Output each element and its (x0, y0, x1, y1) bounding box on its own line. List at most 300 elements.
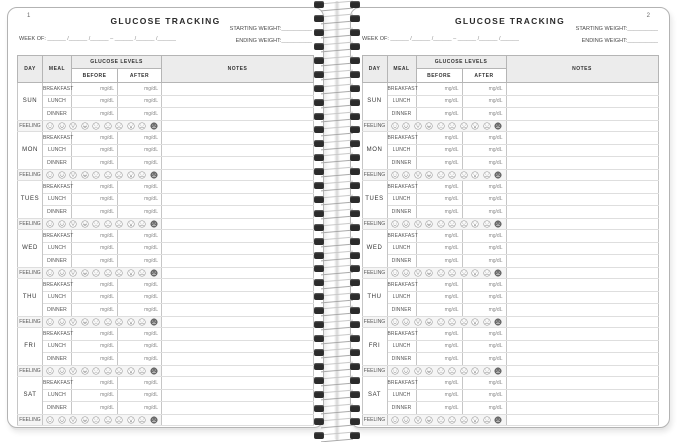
punch-hole-icon (314, 405, 324, 412)
spiral-wire-icon (321, 362, 353, 372)
day-block (18, 328, 314, 377)
feeling-row (362, 120, 658, 132)
spiral-ring (314, 432, 360, 440)
confounded-face-icon (483, 269, 491, 277)
day-block (18, 132, 314, 181)
open-mouth-frown-face-icon (127, 318, 135, 326)
after-column-header: AFTER (462, 69, 506, 83)
meal-row (362, 353, 658, 366)
slightly-smiling-face-icon (391, 122, 399, 130)
spiral-ring (314, 293, 360, 301)
punch-hole-icon (314, 321, 324, 328)
grinning-face-icon (402, 318, 410, 326)
feeling-row (362, 365, 658, 377)
glucose-before-field: mg/dL (72, 353, 118, 366)
feeling-row (18, 218, 314, 230)
glucose-before-field: mg/dL (72, 255, 118, 268)
neutral-face-icon (92, 122, 100, 130)
notes-field (162, 316, 314, 328)
drained-face-filled-icon (150, 318, 158, 326)
notes-field (506, 108, 658, 121)
laughing-face-icon (414, 220, 422, 228)
slightly-smiling-face-icon (391, 318, 399, 326)
meal-label: BREAKFAST (387, 377, 416, 390)
meal-row (18, 206, 314, 219)
meal-row (362, 83, 658, 96)
drained-face-filled-icon (494, 269, 502, 277)
notes-field (162, 377, 314, 390)
spiral-wire-icon (321, 70, 353, 80)
neutral-face-icon (92, 367, 100, 375)
feeling-scale (43, 316, 162, 328)
meal-column-header: MEAL (387, 56, 416, 83)
feeling-row (362, 414, 658, 426)
punch-hole-icon (314, 349, 324, 356)
notes-field (506, 414, 658, 426)
meal-label: LUNCH (43, 340, 72, 353)
meal-row (18, 132, 314, 145)
open-mouth-frown-face-icon (471, 122, 479, 130)
before-column-header: BEFORE (72, 69, 118, 83)
notes-field (162, 120, 314, 132)
punch-hole-icon (350, 377, 360, 384)
grinning-face-icon (402, 122, 410, 130)
table-header (18, 56, 314, 83)
meal-row (18, 108, 314, 121)
feeling-label: FEELING (18, 365, 43, 377)
notes-field (506, 279, 658, 292)
notes-field (162, 255, 314, 268)
beaming-face-icon (425, 367, 433, 375)
glucose-after-field: mg/dL (462, 83, 506, 96)
spiral-ring (314, 251, 360, 259)
feeling-scale (43, 267, 162, 279)
feeling-row (362, 218, 658, 230)
glucose-after-field: mg/dL (462, 242, 506, 255)
drained-face-filled-icon (494, 171, 502, 179)
punch-hole-icon (350, 43, 360, 50)
page-title: GLUCOSE TRACKING (454, 16, 566, 26)
spine-shadow (334, 1, 340, 440)
punch-hole-icon (350, 85, 360, 92)
confounded-face-icon (138, 269, 146, 277)
glucose-before-field: mg/dL (72, 157, 118, 170)
day-name: THU (362, 279, 387, 317)
meal-row (362, 193, 658, 206)
notes-field (506, 157, 658, 170)
punch-hole-icon (314, 252, 324, 259)
spiral-ring (314, 98, 360, 106)
slightly-frowning-face-icon (104, 318, 112, 326)
glucose-after-field: mg/dL (118, 353, 162, 366)
feeling-scale (387, 267, 506, 279)
meal-row (18, 181, 314, 194)
glucose-before-field: mg/dL (416, 193, 462, 206)
drained-face-filled-icon (150, 220, 158, 228)
drained-face-filled-icon (494, 220, 502, 228)
notes-field (506, 353, 658, 366)
frowning-face-icon (115, 269, 123, 277)
meal-label: BREAKFAST (43, 377, 72, 390)
open-mouth-frown-face-icon (127, 416, 135, 424)
starting-weight-field (576, 27, 658, 33)
day-name: FRI (18, 328, 43, 366)
neutral-face-icon (437, 122, 445, 130)
glucose-after-field: mg/dL (118, 132, 162, 145)
meal-row (362, 108, 658, 121)
glucose-before-field: mg/dL (72, 377, 118, 390)
meal-row (362, 402, 658, 415)
drained-face-filled-icon (494, 122, 502, 130)
confounded-face-icon (483, 171, 491, 179)
meal-row (18, 304, 314, 317)
starting-weight-blank-line: __________ (281, 26, 312, 32)
glucose-after-field: mg/dL (118, 377, 162, 390)
punch-hole-icon (350, 154, 360, 161)
feeling-row (362, 169, 658, 181)
glucose-before-field: mg/dL (72, 304, 118, 317)
day-block (362, 230, 658, 279)
spiral-wire-icon (321, 111, 353, 121)
meal-row (362, 242, 658, 255)
notes-field (506, 242, 658, 255)
glucose-before-field: mg/dL (416, 255, 462, 268)
before-column-header: BEFORE (416, 69, 462, 83)
feeling-scale (43, 120, 162, 132)
confounded-face-icon (483, 318, 491, 326)
meal-row (362, 132, 658, 145)
glucose-before-field: mg/dL (416, 230, 462, 243)
meal-row (18, 279, 314, 292)
neutral-face-icon (437, 269, 445, 277)
spiral-ring (314, 363, 360, 371)
frowning-face-icon (460, 171, 468, 179)
glucose-after-field: mg/dL (118, 402, 162, 415)
meal-row (18, 157, 314, 170)
confounded-face-icon (138, 122, 146, 130)
beaming-face-icon (81, 269, 89, 277)
spiral-wire-icon (321, 209, 353, 219)
punch-hole-icon (350, 15, 360, 22)
feeling-label: FEELING (18, 267, 43, 279)
glucose-after-field: mg/dL (462, 95, 506, 108)
punch-hole-icon (350, 293, 360, 300)
punch-hole-icon (314, 265, 324, 272)
punch-hole-icon (314, 15, 324, 22)
confounded-face-icon (483, 122, 491, 130)
notes-field (162, 353, 314, 366)
beaming-face-icon (425, 416, 433, 424)
notes-field (162, 95, 314, 108)
starting-weight-field (230, 27, 312, 33)
notes-field (162, 389, 314, 402)
meal-label: DINNER (387, 402, 416, 415)
glucose-after-field: mg/dL (118, 242, 162, 255)
beaming-face-icon (81, 318, 89, 326)
day-block (362, 377, 658, 426)
notes-field (162, 230, 314, 243)
slightly-frowning-face-icon (104, 269, 112, 277)
meal-row (362, 291, 658, 304)
meal-label: LUNCH (43, 389, 72, 402)
glucose-before-field: mg/dL (416, 242, 462, 255)
ending-weight-field (230, 39, 312, 45)
day-block (362, 328, 658, 377)
spiral-ring (314, 321, 360, 329)
laughing-face-icon (69, 220, 77, 228)
glucose-before-field: mg/dL (416, 291, 462, 304)
glucose-before-field: mg/dL (72, 108, 118, 121)
glucose-after-field: mg/dL (118, 255, 162, 268)
slightly-smiling-face-icon (46, 220, 54, 228)
notes-field (162, 279, 314, 292)
punch-hole-icon (350, 307, 360, 314)
spiral-wire-icon (321, 278, 353, 288)
grinning-face-icon (58, 220, 66, 228)
tracking-table (362, 55, 659, 426)
slightly-smiling-face-icon (46, 269, 54, 277)
spiral-wire-icon (321, 389, 353, 399)
slightly-frowning-face-icon (448, 318, 456, 326)
meal-row (18, 83, 314, 96)
grinning-face-icon (402, 269, 410, 277)
feeling-scale (43, 365, 162, 377)
spiral-wire-icon (321, 97, 353, 107)
glucose-after-field: mg/dL (462, 389, 506, 402)
glucose-before-field: mg/dL (72, 230, 118, 243)
meal-row (18, 242, 314, 255)
laughing-face-icon (414, 367, 422, 375)
week-of-blank-line: ______ /______ /______ – ______ /______ /______ (47, 36, 176, 42)
meal-label: LUNCH (387, 144, 416, 157)
drained-face-filled-icon (150, 367, 158, 375)
glucose-before-field: mg/dL (72, 402, 118, 415)
slightly-frowning-face-icon (448, 367, 456, 375)
meal-row (362, 206, 658, 219)
glucose-after-field: mg/dL (462, 340, 506, 353)
glucose-levels-header: GLUCOSE LEVELS (72, 56, 162, 69)
laughing-face-icon (69, 122, 77, 130)
notes-field (162, 365, 314, 377)
laughing-face-icon (414, 171, 422, 179)
meal-label: LUNCH (43, 291, 72, 304)
spiral-ring (314, 349, 360, 357)
meal-label: LUNCH (387, 389, 416, 402)
meal-label: BREAKFAST (387, 181, 416, 194)
punch-hole-icon (350, 418, 360, 425)
day-name: WED (362, 230, 387, 268)
laughing-face-icon (414, 269, 422, 277)
slightly-frowning-face-icon (104, 220, 112, 228)
punch-hole-icon (314, 154, 324, 161)
meal-label: DINNER (43, 206, 72, 219)
day-name: FRI (362, 328, 387, 366)
spiral-ring (314, 376, 360, 384)
punch-hole-icon (314, 99, 324, 106)
slightly-smiling-face-icon (46, 416, 54, 424)
punch-hole-icon (350, 57, 360, 64)
glucose-before-field: mg/dL (416, 132, 462, 145)
notes-column-header: NOTES (506, 56, 658, 83)
meal-label: LUNCH (387, 291, 416, 304)
punch-hole-icon (350, 168, 360, 175)
spiral-wire-icon (321, 417, 353, 427)
day-block (362, 132, 658, 181)
glucose-after-field: mg/dL (118, 291, 162, 304)
slightly-smiling-face-icon (46, 171, 54, 179)
slightly-smiling-face-icon (46, 367, 54, 375)
neutral-face-icon (92, 171, 100, 179)
punch-hole-icon (314, 307, 324, 314)
feeling-label: FEELING (362, 414, 387, 426)
meal-label: BREAKFAST (43, 181, 72, 194)
punch-hole-icon (350, 140, 360, 147)
ending-weight-blank-line: __________ (627, 37, 658, 44)
feeling-row (362, 316, 658, 328)
glucose-before-field: mg/dL (416, 108, 462, 121)
glucose-before-field: mg/dL (72, 95, 118, 108)
notes-field (506, 120, 658, 132)
notes-field (506, 304, 658, 317)
feeling-row (18, 169, 314, 181)
notes-field (506, 255, 658, 268)
glucose-before-field: mg/dL (416, 402, 462, 415)
weight-fields (230, 27, 312, 50)
notes-field (162, 132, 314, 145)
spiral-ring (314, 84, 360, 92)
starting-weight-label: STARTING WEIGHT: (229, 26, 282, 32)
spiral-binding (314, 1, 360, 440)
slightly-frowning-face-icon (448, 171, 456, 179)
meal-row (18, 193, 314, 206)
glucose-after-field: mg/dL (118, 328, 162, 341)
feeling-label: FEELING (362, 316, 387, 328)
glucose-before-field: mg/dL (416, 157, 462, 170)
notes-field (506, 230, 658, 243)
notes-field (506, 316, 658, 328)
notes-field (506, 144, 658, 157)
table-header (362, 56, 658, 83)
punch-hole-icon (314, 391, 324, 398)
beaming-face-icon (425, 269, 433, 277)
frowning-face-icon (115, 220, 123, 228)
spiral-ring (314, 335, 360, 343)
notes-field (162, 414, 314, 426)
meal-label: LUNCH (387, 193, 416, 206)
meal-label: DINNER (387, 304, 416, 317)
slightly-frowning-face-icon (448, 122, 456, 130)
grinning-face-icon (402, 171, 410, 179)
spiral-ring (314, 43, 360, 51)
meal-label: BREAKFAST (43, 279, 72, 292)
glucose-after-field: mg/dL (462, 144, 506, 157)
feeling-label: FEELING (362, 169, 387, 181)
notes-field (162, 108, 314, 121)
punch-hole-icon (314, 224, 324, 231)
day-block (362, 181, 658, 230)
feeling-scale (43, 414, 162, 426)
glucose-after-field: mg/dL (462, 291, 506, 304)
meal-label: DINNER (43, 255, 72, 268)
neutral-face-icon (437, 318, 445, 326)
meal-label: BREAKFAST (43, 83, 72, 96)
frowning-face-icon (115, 318, 123, 326)
glucose-after-field: mg/dL (462, 193, 506, 206)
notes-field (506, 169, 658, 181)
glucose-after-field: mg/dL (118, 181, 162, 194)
punch-hole-icon (350, 99, 360, 106)
punch-hole-icon (350, 265, 360, 272)
meal-label: DINNER (387, 255, 416, 268)
grinning-face-icon (58, 171, 66, 179)
day-name: SUN (362, 83, 387, 121)
laughing-face-icon (414, 416, 422, 424)
slightly-frowning-face-icon (104, 122, 112, 130)
glucose-before-field: mg/dL (416, 181, 462, 194)
glucose-before-field: mg/dL (416, 377, 462, 390)
glucose-after-field: mg/dL (462, 255, 506, 268)
day-name: WED (18, 230, 43, 268)
meal-row (362, 181, 658, 194)
meal-row (18, 328, 314, 341)
day-block (362, 83, 658, 132)
ending-weight-label: ENDING WEIGHT: (581, 37, 628, 44)
neutral-face-icon (92, 269, 100, 277)
header-fields (8, 26, 323, 50)
frowning-face-icon (460, 416, 468, 424)
starting-weight-blank-line: __________ (627, 26, 658, 32)
meal-row (18, 402, 314, 415)
beaming-face-icon (425, 220, 433, 228)
meal-label: DINNER (387, 353, 416, 366)
feeling-label: FEELING (18, 414, 43, 426)
meal-label: BREAKFAST (387, 83, 416, 96)
day-block (362, 279, 658, 328)
meal-row (362, 95, 658, 108)
meal-row (362, 304, 658, 317)
punch-hole-icon (350, 321, 360, 328)
spiral-ring (314, 71, 360, 79)
glucose-after-field: mg/dL (118, 108, 162, 121)
slightly-frowning-face-icon (448, 269, 456, 277)
glucose-before-field: mg/dL (72, 328, 118, 341)
feeling-row (18, 120, 314, 132)
glucose-after-field: mg/dL (462, 353, 506, 366)
feeling-label: FEELING (18, 169, 43, 181)
meal-label: LUNCH (43, 242, 72, 255)
neutral-face-icon (437, 171, 445, 179)
glucose-after-field: mg/dL (462, 402, 506, 415)
glucose-after-field: mg/dL (118, 340, 162, 353)
feeling-label: FEELING (362, 120, 387, 132)
meal-row (18, 340, 314, 353)
notes-field (506, 132, 658, 145)
beaming-face-icon (425, 122, 433, 130)
glucose-before-field: mg/dL (72, 144, 118, 157)
spiral-wire-icon (321, 139, 353, 149)
notes-field (162, 328, 314, 341)
neutral-face-icon (437, 416, 445, 424)
weight-fields (576, 27, 658, 50)
ending-weight-field (576, 39, 658, 45)
spiral-ring (314, 57, 360, 65)
glucose-after-field: mg/dL (462, 181, 506, 194)
glucose-after-field: mg/dL (118, 157, 162, 170)
day-block (18, 181, 314, 230)
glucose-after-field: mg/dL (118, 95, 162, 108)
meal-label: DINNER (387, 157, 416, 170)
drained-face-filled-icon (494, 318, 502, 326)
